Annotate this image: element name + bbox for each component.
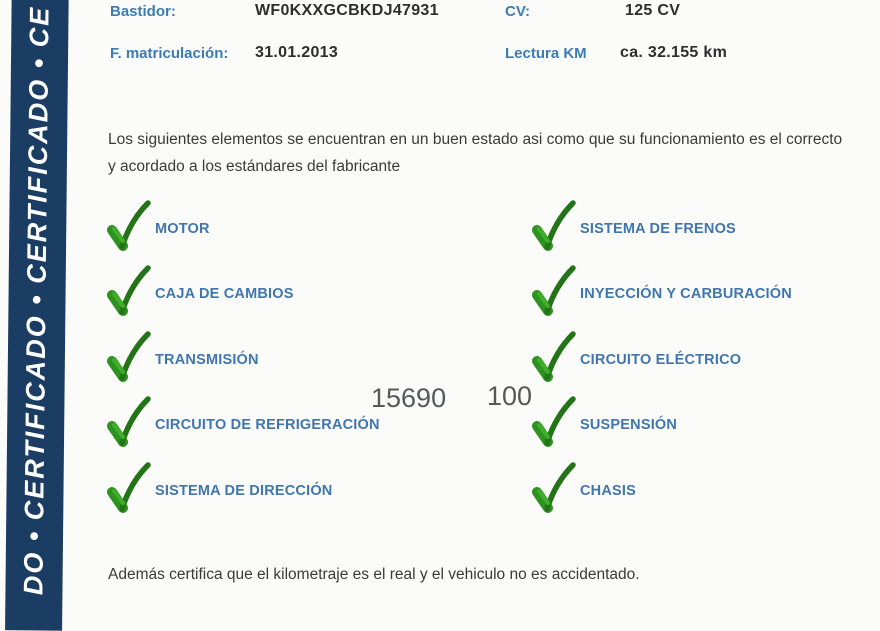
overlay-number-right: 100 <box>487 381 533 411</box>
green-checkmark-icon <box>106 331 152 383</box>
matriculacion-label: F. matriculación: <box>110 45 229 62</box>
checklist-item <box>531 196 792 262</box>
checklist-item <box>531 458 792 524</box>
checklist-item-label: CIRCUITO DE REFRIGERACIÓN <box>155 417 380 434</box>
checklist-item-label: SUSPENSIÓN <box>580 417 678 434</box>
footer-paragraph: Además certifica que el kilometraje es el real y el vehiculo no es accidentado. <box>108 566 640 583</box>
matriculacion-value: 31.01.2013 <box>255 44 339 61</box>
green-checkmark-icon <box>106 462 152 514</box>
lectura-km-label: Lectura KM <box>505 45 587 62</box>
lectura-km-value: ca. 32.155 km <box>620 44 728 61</box>
checklist-item <box>531 262 792 328</box>
checklist-item <box>106 393 380 459</box>
cv-label: CV: <box>505 3 531 20</box>
checklist-right-column <box>531 196 792 524</box>
green-checkmark-icon <box>531 462 577 514</box>
checklist-item <box>531 327 792 393</box>
intro-paragraph: Los siguientes elementos se encuentran en un buen estado asi como que su funcionamiento es el correcto y acordado a los estándares del fabricante <box>108 131 843 175</box>
green-checkmark-icon <box>531 396 577 448</box>
checklist-item-label: CIRCUITO ELÉCTRICO <box>580 351 742 368</box>
checklist-item <box>531 393 792 459</box>
green-checkmark-icon <box>106 200 152 252</box>
checklist-item <box>106 327 380 393</box>
green-checkmark-icon <box>106 265 152 317</box>
checklist-item <box>106 458 380 524</box>
green-checkmark-icon <box>531 200 577 252</box>
green-checkmark-icon <box>106 396 152 448</box>
green-checkmark-icon <box>531 265 577 317</box>
overlay-number-left: 15690 <box>371 383 447 413</box>
certificado-band-text: DO • CERTIFICADO • CERTIFICADO • CE <box>18 5 55 596</box>
cv-value: 125 CV <box>625 2 681 19</box>
checklist-left-column <box>106 196 380 524</box>
certificado-band <box>5 0 69 631</box>
checklist-item-label: INYECCIÓN Y CARBURACIÓN <box>580 286 792 303</box>
checklist-item-label: SISTEMA DE FRENOS <box>580 220 736 237</box>
bastidor-label: Bastidor: <box>110 3 176 20</box>
checklist-item <box>106 262 380 328</box>
checklist-item-label: SISTEMA DE DIRECCIÓN <box>155 482 333 499</box>
checklist-item-label: TRANSMISIÓN <box>155 351 259 368</box>
checklist-item-label: MOTOR <box>155 220 210 237</box>
bastidor-value: WF0KXXGCBKDJ47931 <box>255 2 439 19</box>
checklist-item <box>106 196 380 262</box>
green-checkmark-icon <box>531 331 577 383</box>
checklist-item-label: CHASIS <box>580 482 636 499</box>
checklist-item-label: CAJA DE CAMBIOS <box>155 286 294 303</box>
